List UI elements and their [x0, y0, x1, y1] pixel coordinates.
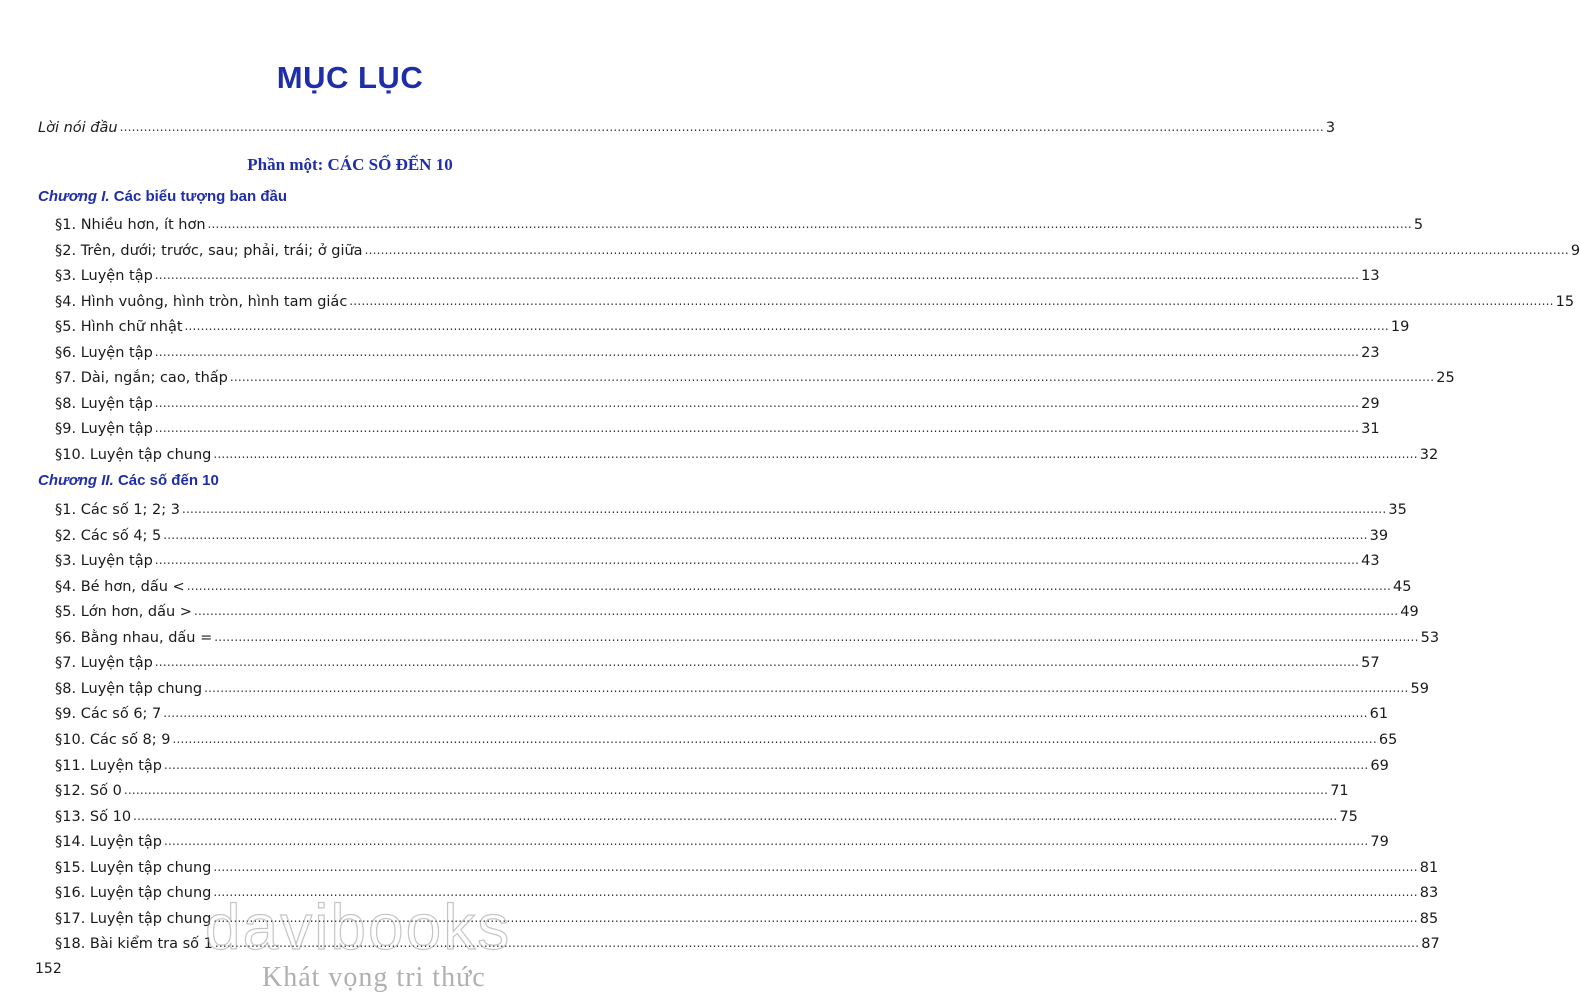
leader-dots: ............................................................................................................................................................................................................................................................................................................ [154, 553, 1360, 568]
entry-label: §3. Luyện tập [55, 553, 153, 570]
toc-entry [55, 855, 1439, 877]
entry-label: §4. Hình vuông, hình tròn, hình tam giác [55, 293, 348, 310]
entry-label: §12. Số 0 [55, 783, 122, 799]
entry-label: §8. Luyện tập chung [55, 680, 203, 697]
leader-dots: ............................................................................................................................................................................................................................................................................................................ [214, 629, 1419, 644]
toc-entry [55, 289, 1575, 311]
toc-entry [55, 778, 1349, 800]
entry-label: §7. Dài, ngắn; cao, thấp [55, 370, 228, 387]
leader-dots: ............................................................................................................................................................................................................................................................................................................ [154, 268, 1360, 283]
leader-dots: ............................................................................................................................................................................................................................................................................................................ [214, 936, 1420, 951]
entry-page: 81 [1419, 859, 1439, 876]
leader-dots: ............................................................................................................................................................................................................................................................................................................ [133, 808, 1338, 823]
toc-entry-intro [38, 115, 1336, 137]
chapter-name: Các biểu tượng ban đầu [113, 188, 287, 205]
toc-entry [55, 442, 1439, 464]
entry-page: 15 [1555, 293, 1575, 310]
toc-entry [55, 701, 1389, 723]
entry-page: 31 [1361, 421, 1380, 438]
entry-label: §3. Luyện tập [55, 268, 153, 285]
leader-dots: ............................................................................................................................................................................................................................................................................................................ [213, 447, 1418, 461]
leader-dots: ............................................................................................................................................................................................................................................................................................................ [154, 344, 1360, 359]
entry-page: 53 [1420, 629, 1440, 646]
leader-dots: ............................................................................................................................................................................................................................................................................................................ [154, 421, 1360, 436]
leader-dots: ............................................................................................................................................................................................................................................................................................................ [182, 502, 1387, 516]
entry-page: 69 [1370, 757, 1389, 774]
entry-page: 23 [1361, 344, 1380, 361]
entry-page: 61 [1369, 706, 1389, 723]
entry-page: 57 [1361, 655, 1380, 672]
entry-label: §17. Luyện tập chung [55, 910, 212, 927]
leader-dots: ............................................................................................................................................................................................................................................................................................................ [213, 885, 1418, 900]
toc-entry [55, 650, 1380, 672]
toc-entry [55, 625, 1440, 647]
entry-page: 19 [1390, 319, 1410, 336]
leader-dots: ............................................................................................................................................................................................................................................................................................................ [364, 242, 1569, 257]
entry-label: §5. Hình chữ nhật [55, 319, 183, 336]
entry-label: §9. Các số 6; 7 [55, 706, 162, 723]
entry-page: 75 [1339, 808, 1358, 825]
part-heading: Phần một: CÁC SỐ ĐẾN 10 [247, 155, 453, 174]
leader-dots: ............................................................................................................................................................................................................................................................................................................ [164, 757, 1369, 772]
watermark-slogan: Khát vọng tri thức [262, 962, 486, 993]
entry-page: 39 [1369, 527, 1389, 544]
entry-page: 35 [1388, 502, 1407, 518]
toc-entry [55, 676, 1429, 698]
page-title: MỤC LỤC [276, 60, 424, 95]
entry-page: 45 [1393, 578, 1412, 595]
entry-label: §14. Luyện tập [55, 834, 163, 851]
toc-entry [55, 727, 1398, 749]
entry-label: §1. Nhiều hơn, ít hơn [55, 217, 206, 233]
entry-label: §13. Số 10 [55, 808, 132, 825]
chapter-name: Các số đến 10 [117, 472, 219, 489]
entry-label: §16. Luyện tập chung [55, 885, 212, 902]
leader-dots: ............................................................................................................................................................................................................................................................................................................ [213, 859, 1418, 874]
entry-page: 3 [1325, 120, 1336, 136]
entry-label: §15. Luyện tập chung [55, 859, 212, 876]
entry-page: 65 [1378, 732, 1398, 748]
entry-label: §6. Bằng nhau, dấu = [55, 629, 213, 646]
entry-page: 9 [1570, 242, 1580, 259]
toc-entry [55, 391, 1380, 413]
toc-entry [55, 574, 1412, 596]
toc-entry [55, 314, 1410, 336]
entry-label: §2. Các số 4; 5 [55, 527, 162, 544]
entry-label: §7. Luyện tập [55, 655, 153, 672]
entry-page: 32 [1419, 447, 1439, 463]
leader-dots: ............................................................................................................................................................................................................................................................................................................ [184, 319, 1389, 334]
toc-entry [55, 804, 1358, 826]
chapter-number: Chương I. [38, 188, 110, 205]
entry-page: 49 [1400, 604, 1419, 621]
entry-page: 25 [1436, 370, 1455, 387]
entry-page: 85 [1419, 910, 1439, 927]
entry-label: §2. Trên, dưới; trước, sau; phải, trái; ở giữa [55, 242, 363, 259]
leader-dots: ............................................................................................................................................................................................................................................................................................................ [229, 370, 1435, 385]
entry-label: §10. Luyện tập chung [55, 447, 212, 463]
entry-label: §6. Luyện tập [55, 344, 153, 361]
leader-dots: ............................................................................................................................................................................................................................................................................................................ [186, 578, 1392, 593]
toc-entry [55, 238, 1580, 260]
toc-entry [55, 548, 1380, 570]
entry-page: 13 [1361, 268, 1380, 285]
entry-label: §18. Bài kiểm tra số 1 [55, 936, 213, 953]
entry-label: Lời nói đầu [38, 120, 118, 136]
entry-page: 83 [1419, 885, 1439, 902]
entry-label: §4. Bé hơn, dấu < [55, 578, 185, 595]
entry-label: §9. Luyện tập [55, 421, 153, 438]
entry-page: 29 [1361, 395, 1380, 412]
leader-dots: ............................................................................................................................................................................................................................................................................................................ [119, 120, 1324, 134]
toc-entry [55, 599, 1419, 621]
page-number: 152 [35, 961, 62, 977]
entry-page: 43 [1361, 553, 1380, 570]
leader-dots: ............................................................................................................................................................................................................................................................................................................ [163, 706, 1368, 721]
entry-page: 59 [1410, 680, 1429, 697]
leader-dots: ............................................................................................................................................................................................................................................................................................................ [172, 732, 1377, 746]
leader-dots: ............................................................................................................................................................................................................................................................................................................ [154, 655, 1360, 670]
leader-dots: ............................................................................................................................................................................................................................................................................................................ [123, 783, 1329, 797]
chapter-heading [38, 188, 287, 205]
entry-label: §11. Luyện tập [55, 757, 163, 774]
entry-label: §5. Lớn hơn, dấu > [55, 604, 192, 621]
leader-dots: ............................................................................................................................................................................................................................................................................................................ [207, 217, 1412, 231]
chapter-heading [38, 472, 219, 489]
entry-label: §8. Luyện tập [55, 395, 153, 412]
leader-dots: ............................................................................................................................................................................................................................................................................................................ [154, 395, 1360, 410]
watermark-brand: davibooks [205, 891, 512, 963]
toc-entry [55, 365, 1455, 387]
leader-dots: ............................................................................................................................................................................................................................................................................................................ [213, 910, 1418, 925]
toc-entry [55, 753, 1389, 775]
entry-label: §10. Các số 8; 9 [55, 732, 171, 748]
toc-entry [55, 497, 1407, 519]
leader-dots: ............................................................................................................................................................................................................................................................................................................ [193, 604, 1399, 619]
toc-entry [55, 340, 1380, 362]
toc-entry [55, 263, 1380, 285]
leader-dots: ............................................................................................................................................................................................................................................................................................................ [163, 527, 1368, 542]
entry-label: §1. Các số 1; 2; 3 [55, 502, 180, 518]
entry-page: 79 [1370, 834, 1389, 851]
toc-entry [55, 212, 1424, 234]
toc-entry [55, 416, 1380, 438]
entry-page: 71 [1330, 783, 1349, 799]
leader-dots: ............................................................................................................................................................................................................................................................................................................ [349, 293, 1554, 308]
toc-entry [55, 829, 1389, 851]
entry-page: 87 [1421, 936, 1440, 953]
entry-page: 5 [1413, 217, 1424, 233]
chapter-number: Chương II. [38, 472, 114, 489]
leader-dots: ............................................................................................................................................................................................................................................................................................................ [164, 834, 1369, 849]
toc-entry [55, 523, 1389, 545]
leader-dots: ............................................................................................................................................................................................................................................................................................................ [204, 680, 1409, 695]
